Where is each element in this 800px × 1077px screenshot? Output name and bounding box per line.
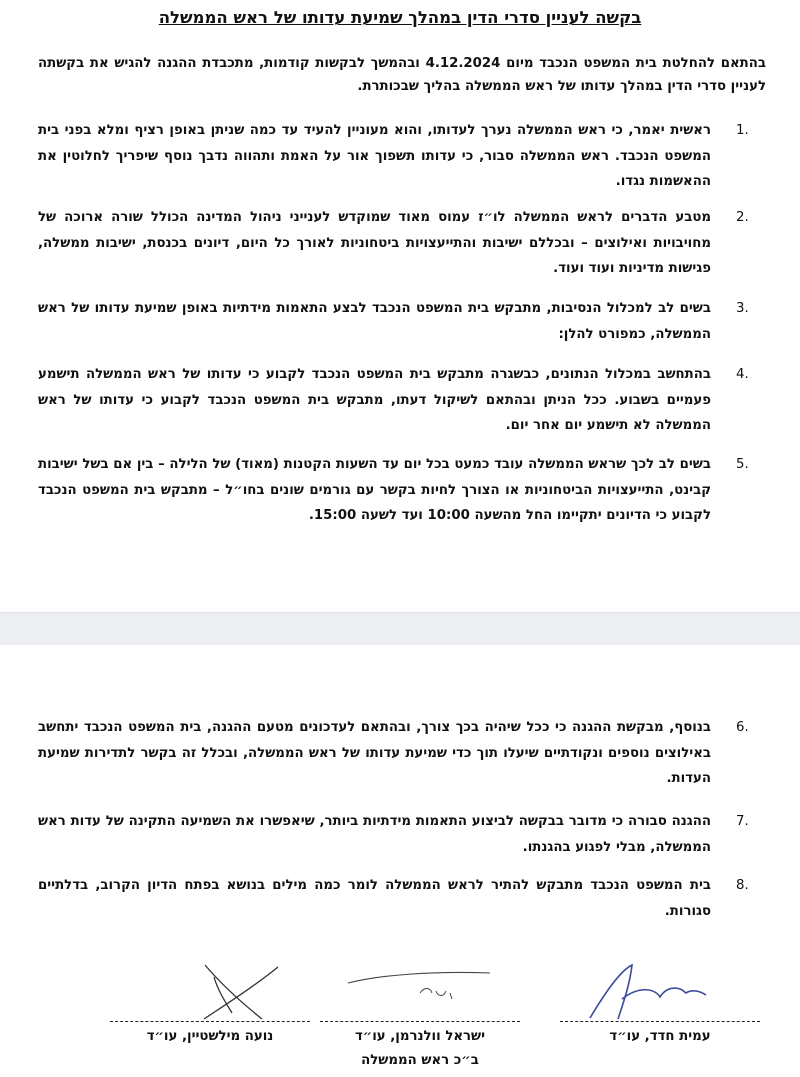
item-number: 1. [736,123,749,138]
list-item [38,809,766,860]
document-page-2 [0,645,800,1077]
signer-name: נועה מילשטיין, עו״ד [146,1029,274,1044]
item-number: 8. [736,878,749,893]
signature-line [110,1021,310,1022]
item-number: 5. [736,457,749,472]
page-separator [0,612,800,647]
handwritten-signature-icon [560,963,760,1023]
item-text: בהתחשב במכלול הנתונים, כבשגרה מתבקש בית המשפט הנכבד לקבוע כי עדותו של ראש הממשלה תישמע פעמיים בשבוע. ככל הניתן ובהתאם לשיקול דעתו, מתבקש בית המשפט הנכבד לקבוע כי עדותו של ראש הממשלה לא תישמע יום אחר יום. [38,367,711,433]
item-text: בנוסף, מבקשת ההגנה כי ככל שיהיה בכך צורך, ובהתאם לעדכונים מטעם ההגנה, בית המשפט הנכבד יתחשב באילוצים נוספים ונקודתיים שיעלו תוך כדי שמיעת עדותו של ראש הממשלה, ובכלל זה בקשר לתדירות שמיעת העדות. [38,720,711,786]
list-item [38,205,766,282]
signature-block [0,963,800,1073]
item-number: 3. [736,301,749,316]
item-number: 4. [736,367,749,382]
item-text: מטבע הדברים לראש הממשלה לו״ז עמוס מאוד שמוקדש לענייני ניהול המדינה הכולל שורה ארוכה של מחויבויות ואילוצים – ובכללם ישיבות והתייעצויות ביטחוניות לאורך כל היום, דיונים בכנסת, ישיבות ממשלה, פגישות מדיניות ועוד ועוד. [38,210,711,276]
list-item [38,452,766,529]
item-number: 7. [736,814,749,829]
handwritten-signature-icon [320,963,520,1023]
list-item [38,715,766,792]
item-text: ההגנה סבורה כי מדובר בבקשה לביצוע התאמות מידתיות ביותר, שיאפשרו את השמיעה התקינה של עדות ראש הממשלה, מבלי לפגוע בהגנתו. [38,814,711,855]
signature-line [320,1021,520,1022]
list-item [38,362,766,439]
list-item [38,296,766,347]
item-text: בשים לב לכך שראש הממשלה עובד כמעט בכל יום עד השעות הקטנות (מאוד) של הלילה – בין אם בשל ישיבות קבינט, התייעצויות הביטחוניות או הצורך לחיות בקשר עם גורמים שונים בחו״ל – מתבקש בית המשפט הנכבד לקבוע כי הדיונים יתקיימו החל מהשעה 10:00 ועד לשעה 15:00. [38,457,711,523]
item-number: 2. [736,210,749,225]
list-item [38,118,766,195]
signer-name: ישראל וולנרמן, עו״ד [354,1029,486,1044]
signature-line [560,1021,760,1022]
handwritten-signature-icon [110,963,310,1023]
item-number: 6. [736,720,749,735]
signer-name: עמית חדד, עו״ד [609,1029,711,1044]
item-text: בית המשפט הנכבד מתבקש להתיר לראש הממשלה לומר כמה מילים בנושא בפתח הדיון הקרוב, בדלתיים סגורות. [38,878,711,919]
list-item [38,873,766,924]
item-text: בשים לב למכלול הנסיבות, מתבקש בית המשפט הנכבד לבצע התאמות מידתיות באופן שמיעת עדותו של ראש הממשלה, כמפורט להלן: [38,301,711,342]
intro-paragraph: בהתאם להחלטת בית המשפט הנכבד מיום 4.12.2024 ובהמשך לבקשות קודמות, מתכבדת ההגנה להגיש את בקשתה לעניין סדרי הדין במהלך עדותו של ראש הממשלה בהליך שבכותרת. [38,56,766,94]
item-text: ראשית יאמר, כי ראש הממשלה נערך לעדותו, והוא מעוניין להעיד עד כמה שניתן באופן רציף ומלא בפני בית המשפט הנכבד. ראש הממשלה סבור, כי עדותו תשפוך אור על האמת ותהווה נדבך נוסף שיפריך לחלוטין את ההאשמות נגדו. [38,123,711,189]
signer-role: ב״כ ראש הממשלה [361,1053,479,1068]
document-title: בקשה לעניין סדרי הדין במהלך שמיעת עדותו של ראש הממשלה [158,8,642,27]
